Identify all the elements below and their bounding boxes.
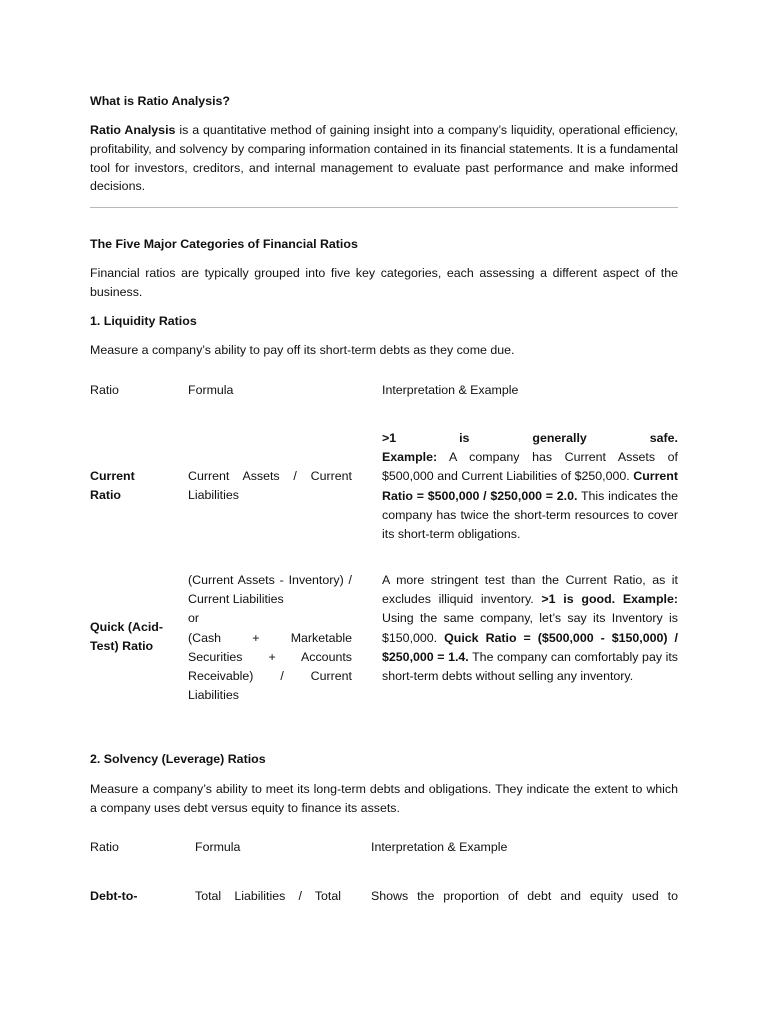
current-example-label: Example: (382, 450, 438, 465)
intro-paragraph (90, 121, 678, 196)
quick-ratio-formula (188, 571, 352, 705)
categories-heading: The Five Major Categories of Financial Ratios (90, 237, 358, 251)
current-ratio-interpretation (382, 429, 678, 544)
solvency-text: Measure a company’s ability to meet its long-term debts and obligations. They indicate the extent to which a company uses debt versus equity to finance its assets. (90, 782, 678, 815)
solvency-heading: 2. Solvency (Leverage) Ratios (90, 752, 266, 766)
current-ratio-meaning: This indicates the company has twice the short-term resources to cover its short-term obligations. (382, 488, 679, 542)
page-title: What is Ratio Analysis? (90, 94, 230, 108)
debt-ratio-name: Debt-to- (90, 889, 138, 903)
quick-ratio-calc: Quick Ratio = ($500,000 - $150,000) / $250,000 = 1.4. (382, 630, 678, 664)
current-ratio-rule: >1 is generally safe. (382, 431, 678, 445)
quick-intro-text: A more stringent test than the Current Ratio, as it excludes illiquid inventory. (382, 573, 678, 607)
debt-ratio-interpretation: Shows the proportion of debt and equity used to (371, 889, 678, 903)
liquidity-text: Measure a company’s ability to pay off its short-term debts as they come due. (90, 343, 515, 357)
solvency-header-ratio: Ratio (90, 840, 119, 854)
solvency-header-formula: Formula (195, 840, 241, 854)
quick-formula-2: (Cash + Marketable Securities + Accounts Receivable) / Current Liabilities (188, 630, 352, 703)
solvency-header-interpretation: Interpretation & Example (371, 840, 508, 854)
liquidity-heading: 1. Liquidity Ratios (90, 314, 197, 328)
quick-example-label: Example: (622, 592, 678, 607)
quick-formula-or: or (188, 611, 200, 626)
current-example-text: A company has Current Assets of $500,000 and Current Liabilities of $250,000. (382, 450, 678, 484)
liquidity-header-interpretation: Interpretation & Example (382, 383, 519, 397)
categories-text: Financial ratios are typically grouped into five key categories, each assessing a different aspect of the business. (90, 266, 678, 299)
intro-text: is a quantitative method of gaining insight into a company’s liquidity, operational efficiency, profitability, and solvency by comparing information contained in its financial statements. It is a fundamental tool for investors, creditors, and internal management to evaluate past performance and make informed decisions. (90, 123, 678, 194)
quick-ratio-rule: >1 is good. (541, 592, 616, 607)
section-divider (90, 207, 678, 208)
quick-formula-1: (Current Assets - Inventory) / Current Liabilities (188, 573, 352, 607)
intro-term: Ratio Analysis (90, 123, 176, 137)
liquidity-header-ratio: Ratio (90, 383, 119, 397)
current-ratio-calc: Current Ratio = $500,000 / $250,000 = 2.0. (382, 469, 678, 503)
debt-ratio-formula: Total Liabilities / Total (195, 889, 341, 903)
quick-ratio-interpretation (382, 571, 678, 686)
liquidity-header-formula: Formula (188, 383, 234, 397)
current-ratio-name: Current Ratio (90, 469, 135, 503)
quick-example-text: Using the same company, let’s say its Inventory is $150,000. (382, 611, 678, 645)
current-ratio-formula: Current Assets / Current Liabilities (188, 469, 352, 503)
quick-ratio-name: Quick (Acid-Test) Ratio (90, 620, 163, 654)
quick-ratio-meaning: The company can comfortably pay its short-term debts without selling any inventory. (382, 649, 679, 684)
